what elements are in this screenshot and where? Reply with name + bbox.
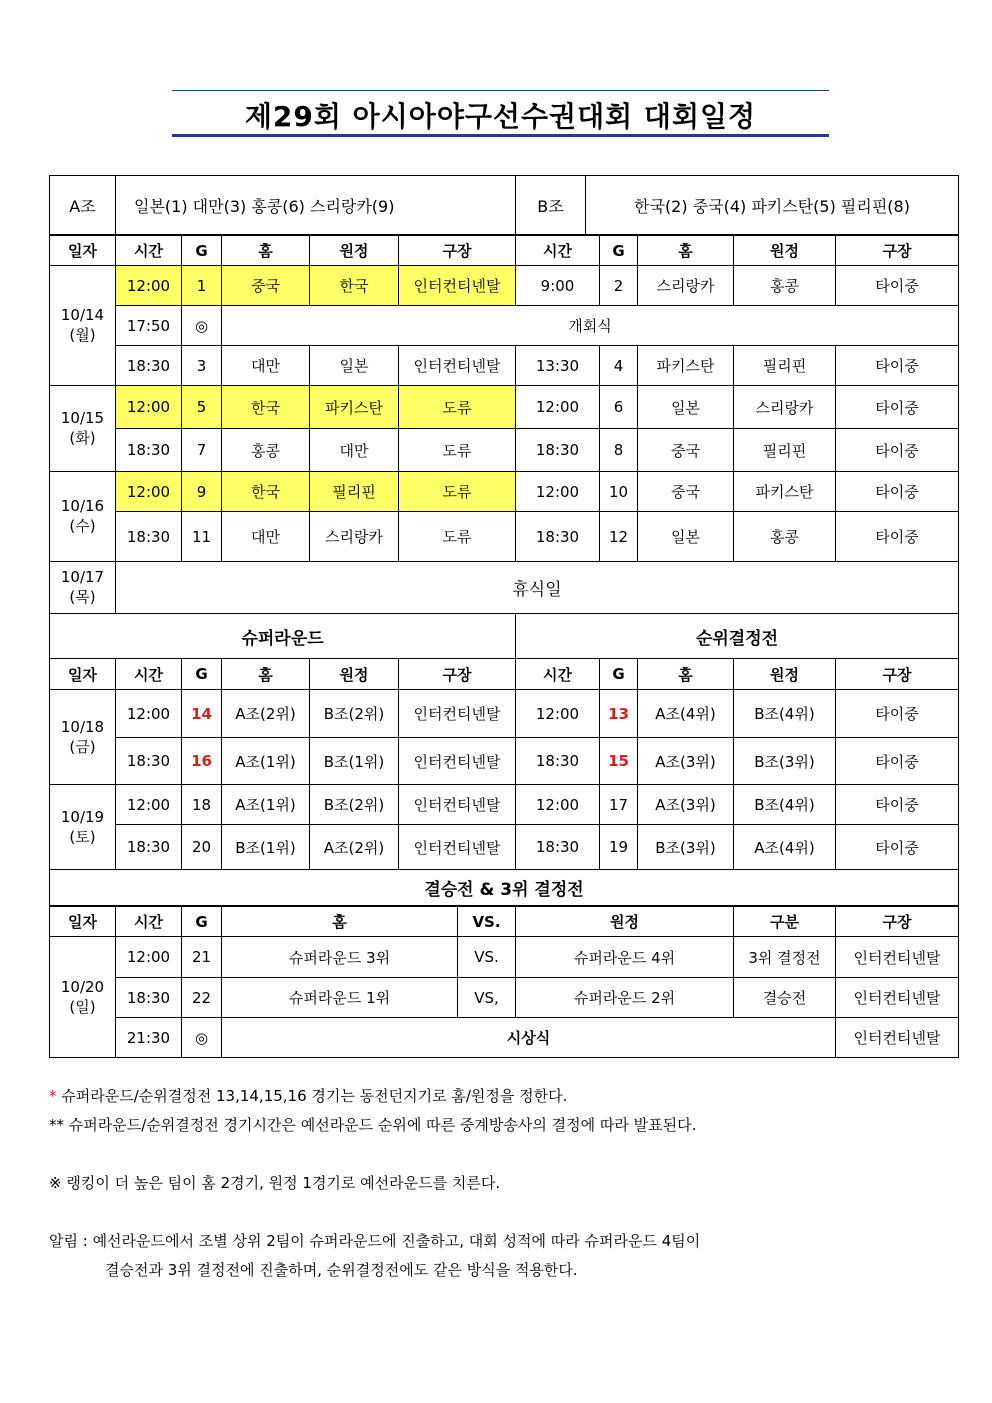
home-cell: 대만: [222, 346, 310, 386]
venue-cell: 타이중: [836, 266, 959, 306]
venue-cell: 도류: [399, 429, 516, 472]
time-cell: 12:00: [516, 472, 600, 512]
away-cell: 필리핀: [310, 472, 399, 512]
home-cell: B조(1위): [222, 825, 310, 870]
home-cell: 일본: [638, 386, 734, 429]
venue-cell: 타이중: [836, 346, 959, 386]
placement-round-title: 순위결정전: [516, 614, 959, 659]
venue-cell: 인터컨티넨탈: [836, 978, 959, 1018]
home-cell: 일본: [638, 512, 734, 562]
header-time: 시간: [516, 659, 600, 690]
away-cell: 슈퍼라운드 2위: [516, 978, 734, 1018]
groups-table: [49, 175, 959, 235]
game-cell: 6: [600, 386, 638, 429]
table-row: [50, 738, 959, 785]
venue-cell: 인터컨티넨탈: [399, 825, 516, 870]
header-venue: 구장: [399, 236, 516, 266]
finals-header-row: [50, 907, 959, 937]
header-time: 시간: [116, 236, 182, 266]
date-cell: 10/18 (금): [50, 690, 116, 785]
home-cell: A조(3위): [638, 785, 734, 825]
title-rule-top: [172, 90, 829, 91]
time-cell: 12:00: [516, 785, 600, 825]
time-cell: 12:00: [116, 266, 182, 306]
time-cell: 18:30: [516, 738, 600, 785]
type-cell: 3위 결정전: [734, 937, 836, 978]
venue-cell: 인터컨티넨탈: [399, 738, 516, 785]
time-cell: 18:30: [116, 738, 182, 785]
game-cell: 5: [182, 386, 222, 429]
finals-title-row: [50, 870, 959, 906]
date-cell: 10/17 (목): [50, 562, 116, 614]
time-cell: 13:30: [516, 346, 600, 386]
header-home: 홈: [638, 236, 734, 266]
title-rule-bottom: [172, 134, 829, 137]
away-cell: B조(4위): [734, 690, 836, 738]
time-cell: 18:30: [116, 978, 182, 1018]
away-cell: 파키스탄: [734, 472, 836, 512]
note-5: 결승전과 3위 결정전에 진출하며, 순위결정전에도 같은 방식을 적용한다.: [105, 1261, 578, 1279]
vs-cell: VS,: [458, 978, 516, 1018]
time-cell: 12:00: [116, 386, 182, 429]
home-cell: 슈퍼라운드 3위: [222, 937, 458, 978]
table-row: [50, 562, 959, 614]
home-cell: 슈퍼라운드 1위: [222, 978, 458, 1018]
away-cell: 파키스탄: [310, 386, 399, 429]
header-home: 홈: [222, 659, 310, 690]
venue-cell: 타이중: [836, 785, 959, 825]
venue-cell: 도류: [399, 386, 516, 429]
venue-cell: 인터컨티넨탈: [399, 266, 516, 306]
away-cell: B조(3위): [734, 738, 836, 785]
away-cell: B조(1위): [310, 738, 399, 785]
header-home: 홈: [222, 907, 458, 937]
table-row: [50, 512, 959, 562]
time-cell: 18:30: [116, 346, 182, 386]
header-time: 시간: [516, 236, 600, 266]
game-cell: 12: [600, 512, 638, 562]
home-cell: A조(2위): [222, 690, 310, 738]
header-game: G: [600, 659, 638, 690]
table-row: [50, 266, 959, 306]
game-cell: ◎: [182, 1018, 222, 1058]
header-game: G: [182, 236, 222, 266]
away-cell: 스리랑카: [310, 512, 399, 562]
note-1-text: 슈퍼라운드/순위결정전 13,14,15,16 경기는 동전던지기로 홈/원정을 정한다.: [56, 1087, 568, 1105]
table-row: [50, 386, 959, 429]
away-cell: 필리핀: [734, 429, 836, 472]
time-cell: 9:00: [516, 266, 600, 306]
date-cell: 10/15 (화): [50, 386, 116, 472]
home-cell: A조(1위): [222, 738, 310, 785]
venue-cell: 타이중: [836, 738, 959, 785]
date-cell: 10/20 (일): [50, 937, 116, 1058]
venue-cell: 타이중: [836, 825, 959, 870]
super-round-title: 슈퍼라운드: [50, 614, 516, 659]
time-cell: 12:00: [516, 690, 600, 738]
game-cell: 13: [600, 690, 638, 738]
header-home: 홈: [638, 659, 734, 690]
home-cell: B조(3위): [638, 825, 734, 870]
away-cell: 슈퍼라운드 4위: [516, 937, 734, 978]
header-away: 원정: [310, 659, 399, 690]
prelim-table: [49, 235, 959, 906]
game-cell: 17: [600, 785, 638, 825]
time-cell: 17:50: [116, 306, 182, 346]
header-away: 원정: [734, 659, 836, 690]
home-cell: 중국: [638, 472, 734, 512]
game-cell: 7: [182, 429, 222, 472]
home-cell: A조(4위): [638, 690, 734, 738]
table-row: [50, 1018, 959, 1058]
date-cell: 10/14 (월): [50, 266, 116, 386]
home-cell: A조(1위): [222, 785, 310, 825]
finals-table: [49, 906, 959, 1058]
time-cell: 18:30: [516, 429, 600, 472]
game-cell: 21: [182, 937, 222, 978]
home-cell: 파키스탄: [638, 346, 734, 386]
game-cell: ◎: [182, 306, 222, 346]
super-header-row: [50, 659, 959, 690]
note-2: ** 슈퍼라운드/순위결정전 경기시간은 예선라운드 순위에 따른 중계방송사의 결정에 따라 발표된다.: [49, 1116, 697, 1134]
away-cell: 홍콩: [734, 512, 836, 562]
type-cell: 결승전: [734, 978, 836, 1018]
date-cell: 10/19 (토): [50, 785, 116, 870]
time-cell: 18:30: [516, 825, 600, 870]
game-cell: 4: [600, 346, 638, 386]
game-cell: 9: [182, 472, 222, 512]
time-cell: 18:30: [116, 825, 182, 870]
game-cell: 22: [182, 978, 222, 1018]
title-block: [172, 90, 829, 138]
header-venue: 구장: [836, 659, 959, 690]
venue-cell: 도류: [399, 512, 516, 562]
venue-cell: 타이중: [836, 690, 959, 738]
home-cell: 홍콩: [222, 429, 310, 472]
prelim-header-row: [50, 236, 959, 266]
game-cell: 11: [182, 512, 222, 562]
home-cell: 스리랑카: [638, 266, 734, 306]
header-away: 원정: [310, 236, 399, 266]
table-row: [50, 429, 959, 472]
header-game: G: [182, 907, 222, 937]
venue-cell: 인터컨티넨탈: [836, 937, 959, 978]
group-a-teams: 일본(1) 대만(3) 홍콩(6) 스리랑카(9): [116, 176, 516, 235]
header-date: 일자: [50, 236, 116, 266]
home-cell: 중국: [222, 266, 310, 306]
time-cell: 12:00: [116, 937, 182, 978]
away-cell: 필리핀: [734, 346, 836, 386]
rest-day-cell: 휴식일: [116, 562, 959, 614]
header-date: 일자: [50, 659, 116, 690]
home-cell: A조(3위): [638, 738, 734, 785]
notes-block: [49, 1082, 949, 1285]
header-game: G: [182, 659, 222, 690]
game-cell: 18: [182, 785, 222, 825]
table-row: [50, 346, 959, 386]
home-cell: 중국: [638, 429, 734, 472]
away-cell: B조(4위): [734, 785, 836, 825]
table-row: [50, 785, 959, 825]
away-cell: 스리랑카: [734, 386, 836, 429]
header-time: 시간: [116, 659, 182, 690]
header-venue: 구장: [836, 907, 959, 937]
venue-cell: 타이중: [836, 472, 959, 512]
header-home: 홈: [222, 236, 310, 266]
group-b-teams: 한국(2) 중국(4) 파키스탄(5) 필리핀(8): [586, 176, 959, 235]
away-cell: B조(2위): [310, 690, 399, 738]
game-cell: 3: [182, 346, 222, 386]
note-4: 알림 : 예선라운드에서 조별 상위 2팀이 슈퍼라운드에 진출하고, 대회 성적에 따라 슈퍼라운드 4팀이: [49, 1232, 701, 1250]
finals-title: 결승전 & 3위 결정전: [50, 870, 959, 906]
away-cell: A조(4위): [734, 825, 836, 870]
away-cell: A조(2위): [310, 825, 399, 870]
header-time: 시간: [116, 907, 182, 937]
home-cell: 한국: [222, 386, 310, 429]
game-cell: 2: [600, 266, 638, 306]
game-cell: 8: [600, 429, 638, 472]
date-cell: 10/16 (수): [50, 472, 116, 562]
away-cell: 일본: [310, 346, 399, 386]
away-cell: B조(2위): [310, 785, 399, 825]
game-cell: 1: [182, 266, 222, 306]
away-cell: 한국: [310, 266, 399, 306]
vs-cell: VS.: [458, 937, 516, 978]
away-cell: 홍콩: [734, 266, 836, 306]
table-row: [50, 472, 959, 512]
game-cell: 16: [182, 738, 222, 785]
game-cell: 14: [182, 690, 222, 738]
header-vs: VS.: [458, 907, 516, 937]
table-row: [50, 690, 959, 738]
header-venue: 구장: [399, 659, 516, 690]
table-row: [50, 306, 959, 346]
home-cell: 대만: [222, 512, 310, 562]
time-cell: 12:00: [116, 785, 182, 825]
table-row: [50, 978, 959, 1018]
time-cell: 12:00: [116, 690, 182, 738]
header-type: 구분: [734, 907, 836, 937]
venue-cell: 타이중: [836, 512, 959, 562]
game-cell: 20: [182, 825, 222, 870]
venue-cell: 인터컨티넨탈: [399, 346, 516, 386]
venue-cell: 타이중: [836, 386, 959, 429]
opening-ceremony-cell: 개회식: [222, 306, 959, 346]
time-cell: 18:30: [116, 512, 182, 562]
home-cell: 한국: [222, 472, 310, 512]
time-cell: 18:30: [516, 512, 600, 562]
venue-cell: 인터컨티넨탈: [399, 690, 516, 738]
group-a-label: A조: [50, 176, 116, 235]
header-date: 일자: [50, 907, 116, 937]
table-row: [50, 825, 959, 870]
venue-cell: 인터컨티넨탈: [836, 1018, 959, 1058]
note-1: [49, 1082, 949, 1111]
header-away: 원정: [516, 907, 734, 937]
venue-cell: 타이중: [836, 429, 959, 472]
super-round-title-row: [50, 614, 959, 659]
time-cell: 12:00: [516, 386, 600, 429]
game-cell: 10: [600, 472, 638, 512]
note-3: ※ 랭킹이 더 높은 팀이 홈 2경기, 원정 1경기로 예선라운드를 치른다.: [49, 1174, 501, 1192]
asterisk-mark: *: [49, 1087, 57, 1105]
venue-cell: 도류: [399, 472, 516, 512]
award-ceremony-cell: 시상식: [222, 1018, 836, 1058]
game-cell: 15: [600, 738, 638, 785]
time-cell: 18:30: [116, 429, 182, 472]
game-cell: 19: [600, 825, 638, 870]
away-cell: 대만: [310, 429, 399, 472]
header-away: 원정: [734, 236, 836, 266]
group-b-label: B조: [516, 176, 586, 235]
header-game: G: [600, 236, 638, 266]
header-venue: 구장: [836, 236, 959, 266]
time-cell: 21:30: [116, 1018, 182, 1058]
time-cell: 12:00: [116, 472, 182, 512]
table-row: [50, 937, 959, 978]
venue-cell: 인터컨티넨탈: [399, 785, 516, 825]
page-title: 제29회 아시아야구선수권대회 대회일정: [244, 100, 757, 133]
